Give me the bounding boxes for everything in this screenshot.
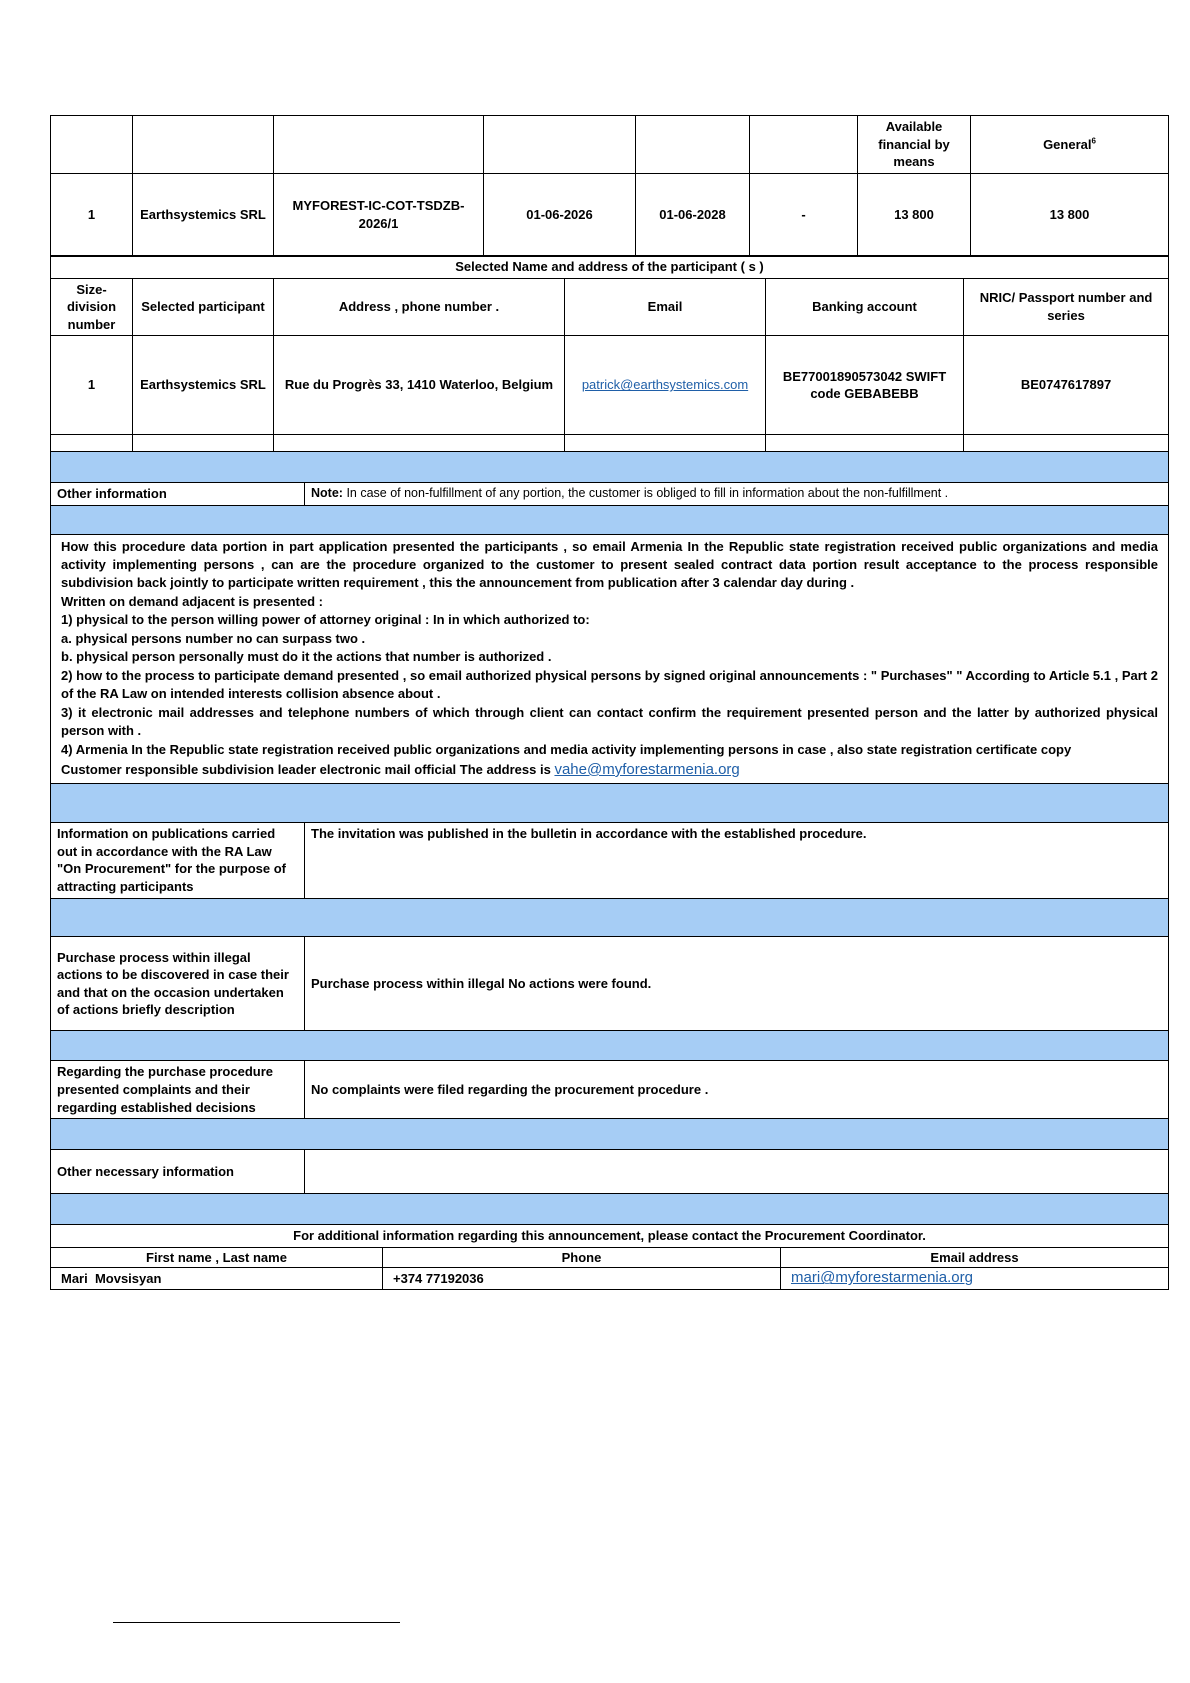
other-necessary-row [51,1150,1169,1194]
contact-title: For additional information regarding this announcement, please contact the Procurement Coordinator. [51,1225,1169,1248]
vahe-email-link[interactable]: vahe@myforestarmenia.org [554,760,740,778]
participant-number: 1 [51,336,133,435]
contact-email-cell [781,1268,1169,1290]
complaints-value: No complaints were filed regarding the procurement procedure . [305,1061,1169,1119]
illegal-actions-label: Purchase process within illegal actions to be discovered in case their and that on the occasion undertaken of actions briefly description [51,937,305,1031]
separator-bar [51,899,1169,937]
address-header: Address , phone number . [274,278,565,336]
participant-email-cell [565,336,766,435]
banking-header: Banking account [766,278,964,336]
illegal-actions-value: Purchase process within illegal No actions were found. [305,937,1169,1031]
procedure-text [51,534,1169,784]
note-label: Note: [311,486,343,501]
separator-bar [51,784,1169,823]
available-financial-header: Available financial by means [858,116,971,174]
separator-bar [51,1031,1169,1061]
procedure-paragraph: Written on demand adjacent is presented : [61,593,323,609]
separator-row [51,1031,1169,1061]
separator-row [51,1119,1169,1150]
lot-available: 13 800 [858,173,971,256]
note-text: In case of non-fulfillment of any portion, the customer is obliged to fill in information about the non-fulfillment . [346,486,949,501]
contact-title-row [51,1225,1169,1248]
procedure-paragraph: b. physical person personally must do it the actions that number is authorized . [61,649,552,665]
footnote-marker: 6 [1091,136,1096,146]
contact-name-header: First name , Last name [51,1248,383,1268]
contact-phone-header: Phone [383,1248,781,1268]
procedure-text-row [51,534,1169,784]
division-number-header: Size-division number [51,278,133,336]
separator-bar [51,505,1169,534]
lot-dash: - [750,173,858,256]
participants-table [50,255,1169,455]
contact-name: Mari Movsisyan [51,1268,383,1290]
participant-email-link[interactable]: patrick@earthsystemics.com [581,377,749,393]
lot-end-date: 01-06-2028 [636,173,750,256]
general-header: General$^6$ [971,116,1169,174]
lots-table [50,115,1169,257]
separator-row [51,452,1169,483]
footnote-separator [113,1622,400,1623]
participant-name: Earthsystemics SRL [133,336,274,435]
contact-row [51,1268,1169,1290]
participants-title-row [51,256,1169,279]
lot-row [51,173,1169,256]
lot-number: 1 [51,173,133,256]
lot-general: 13 800 [971,173,1169,256]
other-info-label: Other information [51,483,305,506]
lot-start-date: 01-06-2026 [484,173,636,256]
contact-phone: +374 77192036 [383,1268,781,1290]
contact-table [50,1247,1169,1290]
separator-row [51,1194,1169,1225]
publications-label: Information on publications carried out in accordance with the RA Law "On Procurement" for the purpose of attracting participants [51,823,305,899]
lots-header-row [51,116,1169,174]
complaints-row [51,1061,1169,1119]
other-info-note [305,483,1169,506]
nric-header: NRIC/ Passport number and series [964,278,1169,336]
procedure-paragraph: 4) Armenia In the Republic state registration received public organizations and media activity implementing persons in case , also state registration certificate copy [61,741,1072,757]
other-info-row [51,483,1169,506]
contact-email-link[interactable]: mari@myforestarmenia.org [791,1269,973,1287]
lot-participant: Earthsystemics SRL [133,173,274,256]
info-table [50,451,1169,1248]
procedure-paragraph: 2) how to the process to participate demand presented , so email authorized physical persons by signed original announcements : " Purchases" " According to Article 5.1 , Part 2 of the RA Law on intended interests collision absence about . [61,667,1158,702]
participant-address: Rue du Progrès 33, 1410 Waterloo, Belgium [274,336,565,435]
procedure-paragraph: a. physical persons number no can surpass two . [61,630,366,646]
contact-email-header: Email address [781,1248,1169,1268]
participant-banking: BE77001890573042 SWIFT code GEBABEBB [766,336,964,435]
illegal-actions-row [51,937,1169,1031]
lot-code: MYFOREST-IC-COT-TSDZB-2026/1 [274,173,484,256]
participants-header-row [51,278,1169,336]
separator-row [51,784,1169,823]
procedure-paragraph: 3) it electronic mail addresses and telephone numbers of which through client can contact confirm the requirement presented person and the latter by authorized physical person with . [61,704,1158,739]
publications-value: The invitation was published in the bulletin in accordance with the established procedure. [305,823,1169,899]
participant-nric: BE0747617897 [964,336,1169,435]
other-necessary-value [305,1150,1169,1194]
procedure-paragraph: How this procedure data portion in part application presented the participants , so email Armenia In the Republic state registration received public organizations and media activity implementing persons , can are the procedure organized to the customer to present sealed contract data portion result acceptance to the process responsible subdivision back jointly to participate written requirement , this the announcement from publication after 3 calendar day during . [61,538,1158,591]
complaints-label: Regarding the purchase procedure presented complaints and their regarding established decisions [51,1061,305,1119]
participant-row [51,336,1169,435]
procedure-paragraph: Customer responsible subdivision leader electronic mail official The address is vahe@myforestarmenia.org [61,760,740,778]
contact-header-row [51,1248,1169,1268]
separator-bar [51,1119,1169,1150]
other-necessary-label: Other necessary information [51,1150,305,1194]
publications-row [51,823,1169,899]
selected-participant-header: Selected participant [133,278,274,336]
participants-title: Selected Name and address of the participant ( s ) [51,256,1169,279]
separator-bar [51,452,1169,483]
separator-bar [51,1194,1169,1225]
procedure-paragraph: 1) physical to the person willing power of attorney original : In in which authorized to: [61,612,590,628]
separator-row [51,505,1169,534]
email-header: Email [565,278,766,336]
separator-row [51,899,1169,937]
